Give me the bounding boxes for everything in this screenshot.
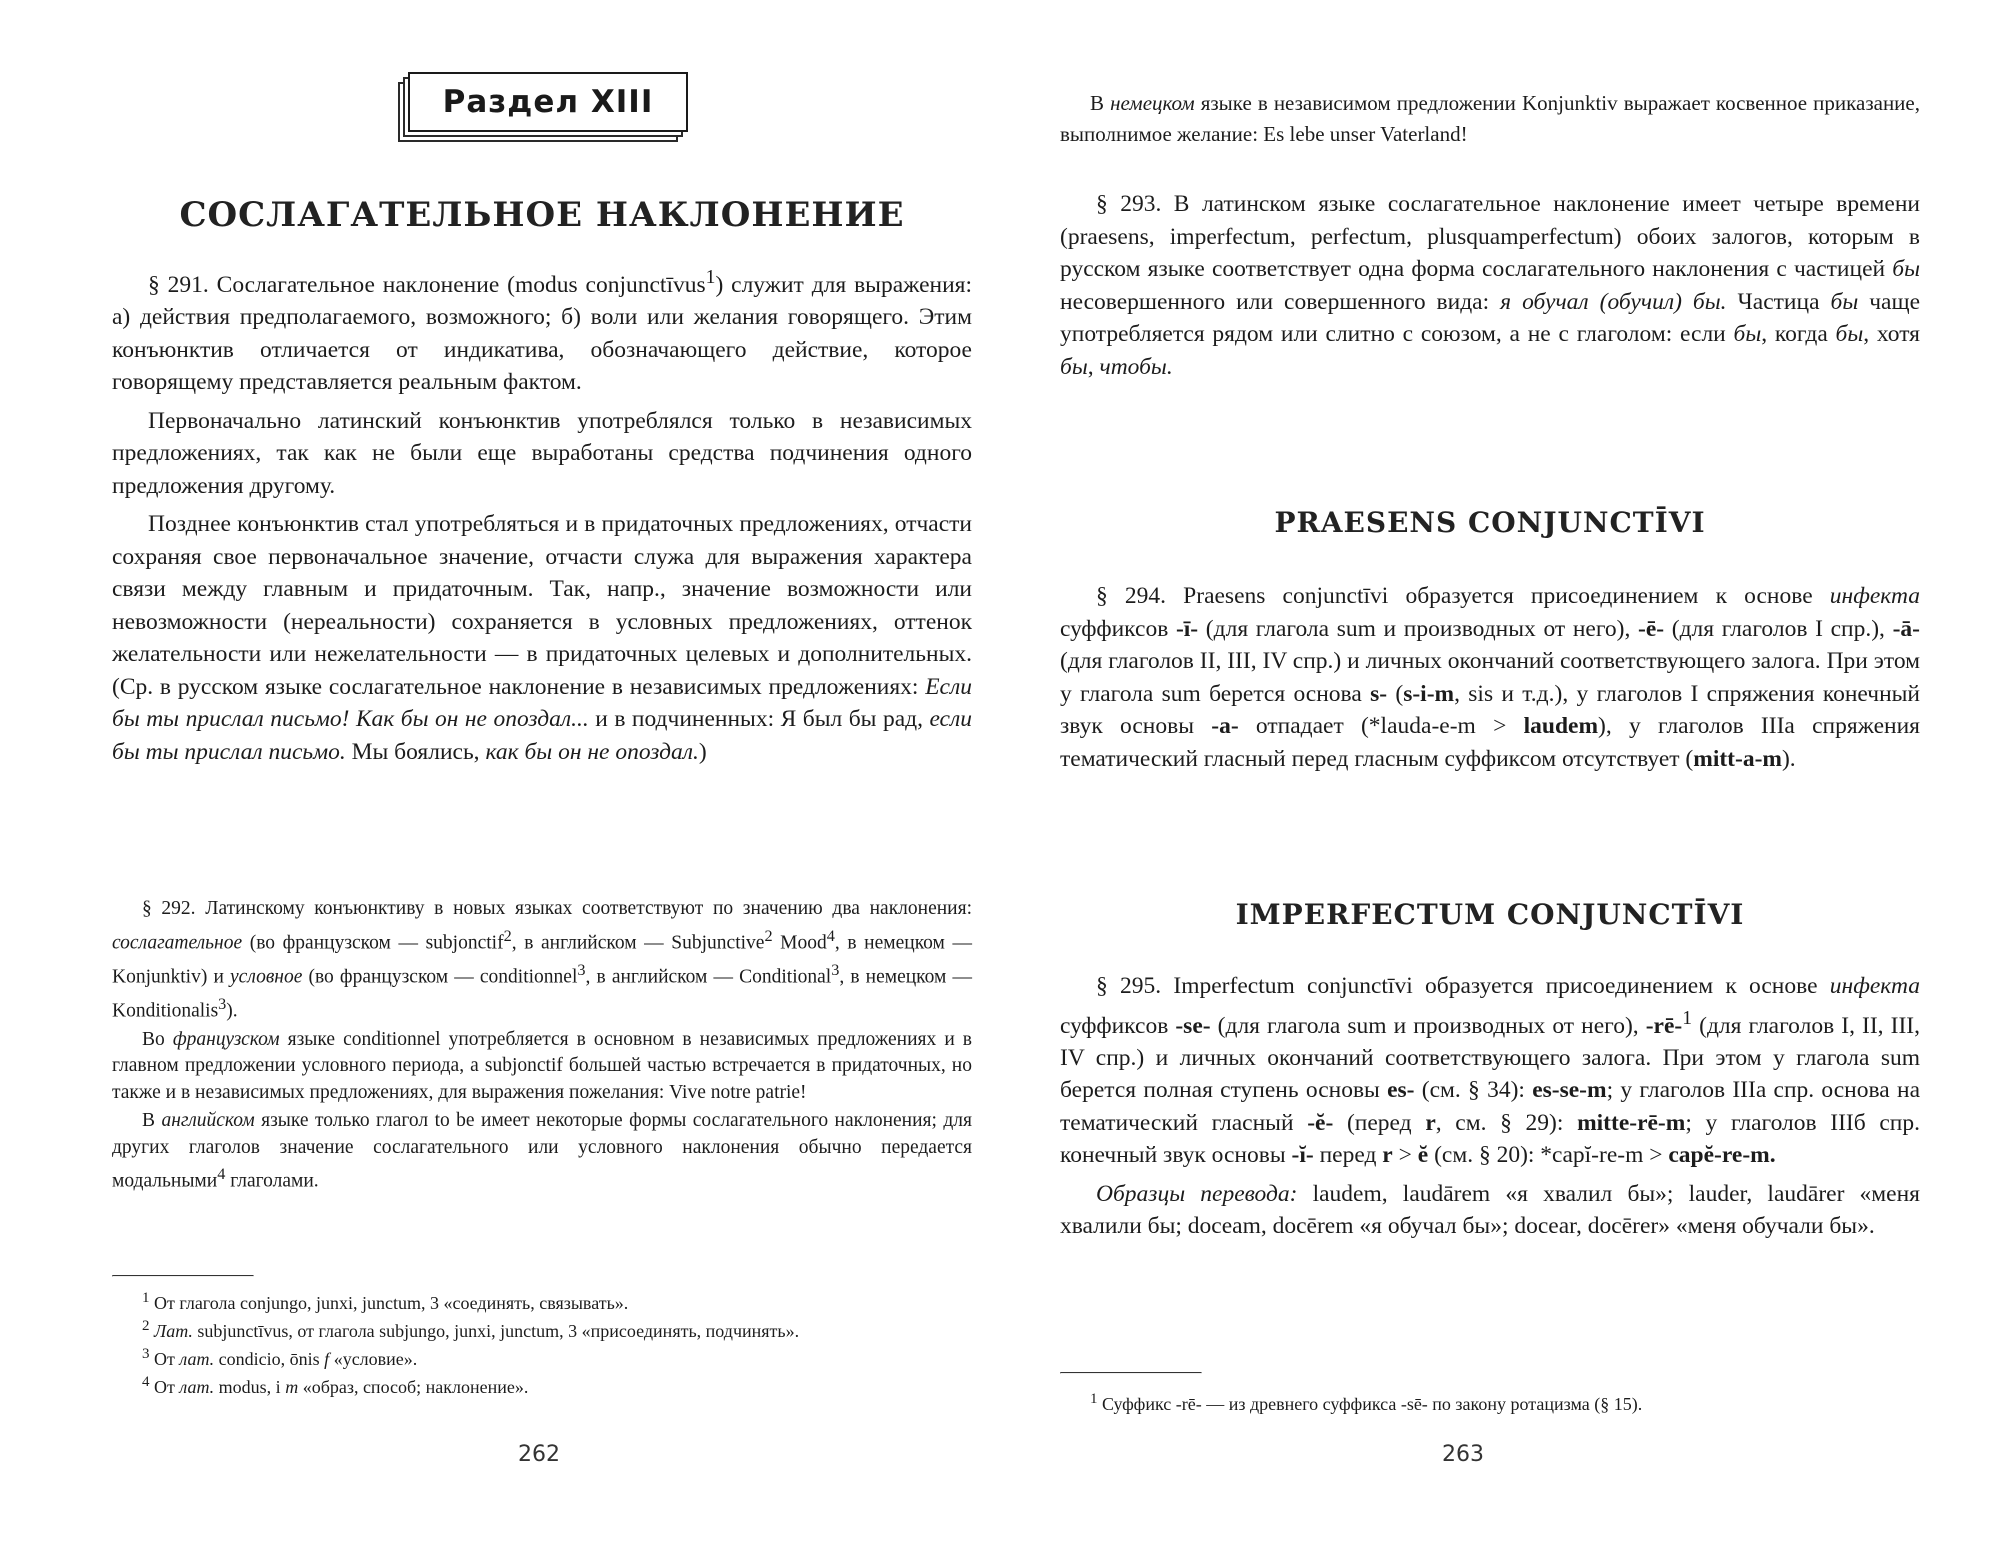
page-number-left: 262 [518,1442,560,1467]
left-small-text [112,896,972,1195]
section-badge [398,72,688,142]
paragraph-294: § 294. Praesens conjunctīvi образуется присоединением к основе инфекта суффиксов -ī- (для глагола sum и производных от него), -ē- (для глаголов I спр.), -ā- (для глаголов II, III, IV спр.) и личных окончаний соответствующего залога. При этом у глагола sum берется основа s- (s-i-m, sis и т.д.), у глаголов I спряжения конечный звук основы -а- отпадает (*lauda-e-m > laudem), у глаголов IIIа спряжения тематический гласный перед гласным суффиксом отсутствует (mitt-a-m). [1060,583,1921,772]
paragraph-291-c: Позднее конъюнктив стал употребляться и в придаточных предложениях, отчасти сохраняя свое первоначальное значение, отчасти служа для выражения характера связи между главным и придаточным. Так, напр., значение возможности или невозможности (нереальности) сохраняется в условных предложениях, оттенок желательности или нежелательности — в придаточных целевых и дополнительных. (Ср. в русском языке сослагательное наклонение в независимых предложениях: Если бы ты прислал письмо! Как бы он не опоздал... и в подчиненных: Я был бы рад, если бы ты прислал письмо. Мы боялись, как бы он не опоздал.) [112,511,972,765]
paragraph-french: Во французском языке conditionnel употребляется в основном в независимых предложениях и в главном предложении условного периода, а subjonctif большей частью встречается в придаточных, но также и в независимых предложениях, для выражения пожелания: Vive notre patrie! [112,1028,973,1103]
section-badge-label: Раздел XIII [408,72,688,132]
right-293 [1060,188,1920,383]
left-footnotes [112,1275,972,1399]
right-intro [1060,88,1920,150]
paragraph-english: В английском языке только глагол to be имеет некоторые формы сослагательного наклонения; для других глаголов значение сослагательного или условного наклонения обычно передается модальными$^4$ глаголами. [112,1110,972,1192]
heading-praesens-conjunctivi: PRAESENS CONJUNCTĪVI [1274,506,1706,539]
paragraph-german: В немецком языке в независимом предложении Konjunktiv выражает косвенное приказание, выполнимое желание: Es lebe unser Vaterland! [1060,91,1920,146]
footnote-rotacism: $^1$ Суффикс -rē- — из древнего суффикса -sē- по закону ротацизма (§ 15). [1090,1391,1643,1414]
footnote-4: $^4$ От лат. modus, i m «образ, способ; наклонение». [142,1374,529,1397]
footnote-3: $^3$ От лат. condicio, ōnis f «условие». [142,1346,418,1369]
right-footnotes [1060,1372,1920,1416]
footnote-2: $^2$ Лат. subjunctīvus, от глагола subjungo, junxi, junctum, 3 «присоединять, подчинять». [142,1318,800,1341]
left-main-text [112,262,972,768]
paragraph-293: § 293. В латинском языке сослагательное наклонение имеет четыре времени (praesens, imperfectum, perfectum, plusquamperfectum) обоих залогов, которым в русском языке соответствует одна форма сослагательного наклонения с частицей бы несовершенного или совершенного вида: я обучал (обучил) бы. Частица бы чаще употребляется рядом или слитно с союзом, а не с глаголом: если бы, когда бы, хотя бы, чтобы. [1060,191,1921,380]
right-295 [1060,970,1920,1243]
paragraph-291-b: Первоначально латинский конъюнктив употреблялся только в независимых предложениях, так как не были еще выработаны средства подчинения одного предложения другому. [112,407,972,499]
heading-imperfectum-conjunctivi: IMPERFECTUM CONJUNCTĪVI [1235,898,1745,931]
paragraph-292: § 292. Латинскому конъюнктиву в новых языках соответствуют по значению два наклонения: сослагательное (во французском — subjonctif$^2$, в английском — Subjunctive$^2$ Mood$^4$, в немецком — Konjunktiv) и условное (во французском — conditionnel$^3$, в английском — Conditional$^3$, в немецком — Konditionalis$^3$). [112,898,973,1021]
paragraph-samples: Образцы перевода: laudem, laudārem «я хвалил бы»; lauder, laudārer «меня хвалили бы; doceam, docērem «я обучал бы»; docear, docērer» «меня обучали бы». [1060,1180,1920,1240]
footnote-1: $^1$ От глагола conjungo, junxi, junctum, 3 «соединять, связывать». [142,1290,629,1313]
right-page [1000,0,2000,1560]
right-294 [1060,580,1920,775]
paragraph-291: § 291. Сослагательное наклонение (modus conjunctīvus$^1$) служит для выражения: а) действия предполагаемого, возможного; б) воли или желания говорящего. Этим конъюнктив отличается от индикатива, обозначающего действие, которое говорящему представляется реальным фактом. [112,267,972,396]
paragraph-295: § 295. Imperfectum conjunctīvi образуется присоединением к основе инфекта суффиксов -se- (для глагола sum и производных от него), -rē-$^1$ (для глаголов I, II, III, IV спр.) и личных окончаний соответствующего залога. При этом у глагола sum берется полная ступень основы es- (см. § 34): es-se-m; у глаголов IIIа спр. основа на тематический гласный -ĕ- (перед r, см. § 29): mitte-rē-m; у глаголов IIIб спр. конечный звук основы -ĭ- перед r > ĕ (см. § 20): *capĭ-re-m > capĕ-re-m. [1060,973,1921,1169]
chapter-title: СОСЛАГАТЕЛЬНОЕ НАКЛОНЕНИЕ [179,195,905,235]
page-number-right: 263 [1442,1442,1484,1467]
